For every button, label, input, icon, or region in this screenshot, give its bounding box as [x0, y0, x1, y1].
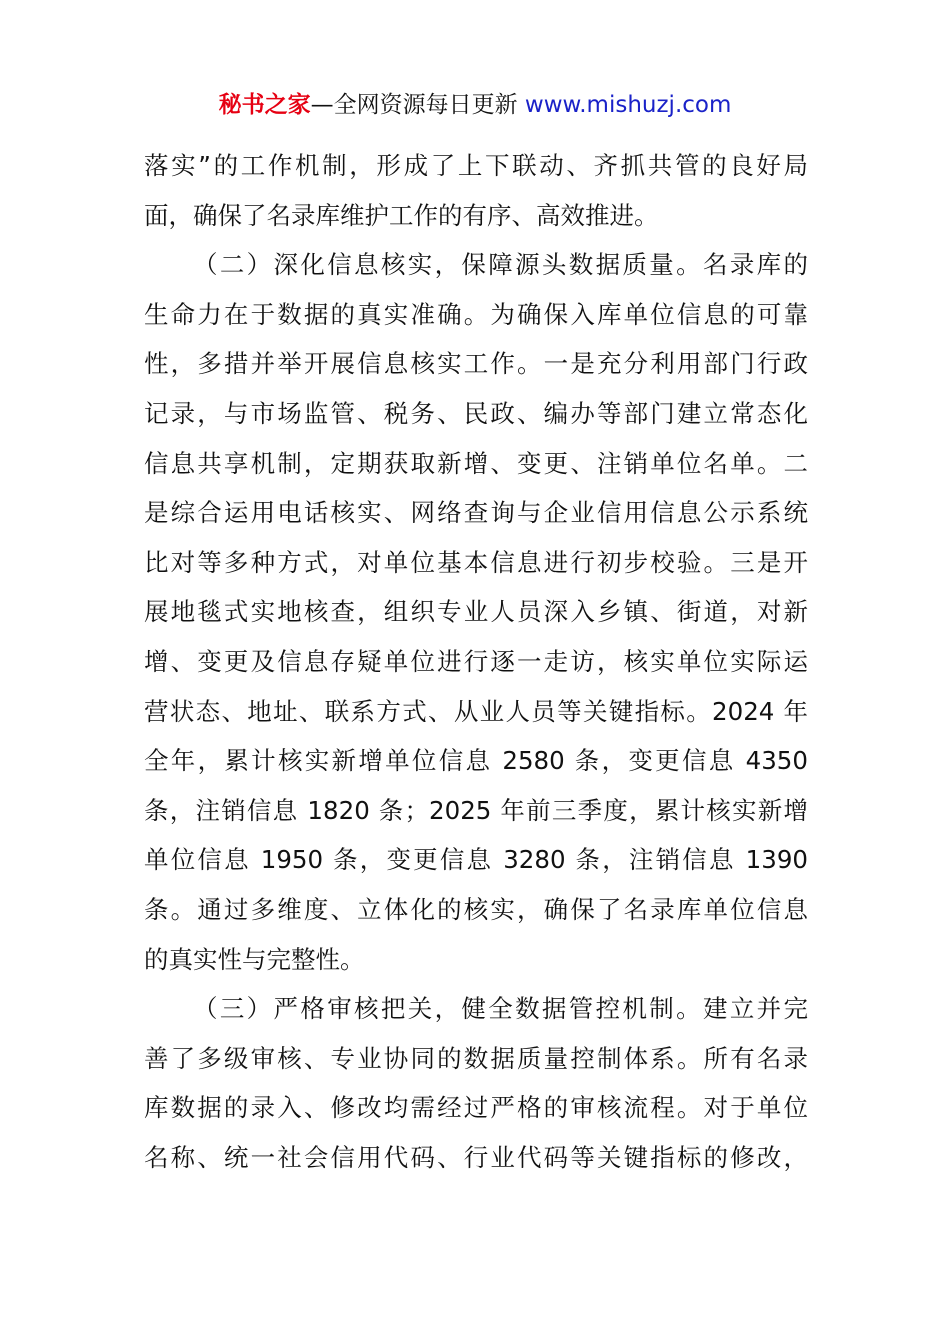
- paragraph-heading-line: （二）深化信息核实，保障源头数据质量。名录库的: [193, 250, 808, 280]
- text-line: 落实”的工作机制，形成了上下联动、齐抓共管的良好局: [144, 151, 808, 180]
- header-tagline: —全网资源每日更新: [310, 92, 525, 118]
- text-line: 名称、统一社会信用代码、行业代码等关键指标的修改，: [144, 1142, 808, 1172]
- text-line: 面，确保了名录库维护工作的有序、高效推进。: [144, 200, 659, 230]
- text-line: 营状态、地址、联系方式、从业人员等关键指标。2024 年: [144, 696, 808, 726]
- text-line: 性，多措并举开展信息核实工作。一是充分利用部门行政: [144, 349, 808, 379]
- text-line: 条，注销信息 1820 条；2025 年前三季度，累计核实新增: [144, 795, 808, 825]
- site-header: [0, 88, 950, 122]
- text-line: 是综合运用电话核实、网络查询与企业信用信息公示系统: [144, 498, 808, 528]
- text-line: 善了多级审核、专业协同的数据质量控制体系。所有名录: [144, 1043, 808, 1073]
- text-line: 的真实性与完整性。: [144, 944, 365, 974]
- text-line: 条。通过多维度、立体化的核实，确保了名录库单位信息: [144, 894, 808, 924]
- text-line: 信息共享机制，定期获取新增、变更、注销单位名单。二: [144, 448, 808, 478]
- brand-name: 秘书之家: [218, 92, 311, 118]
- paragraph-heading-line: （三）严格审核把关，健全数据管控机制。建立并完: [193, 994, 808, 1024]
- text-line: 展地毯式实地核查，组织专业人员深入乡镇、街道，对新: [144, 597, 808, 627]
- text-line: 比对等多种方式，对单位基本信息进行初步校验。三是开: [144, 547, 808, 577]
- site-url-link[interactable]: www.mishuzj.com: [524, 92, 732, 118]
- text-line: 单位信息 1950 条，变更信息 3280 条，注销信息 1390: [144, 845, 808, 875]
- text-line: 增、变更及信息存疑单位进行逐一走访，核实单位实际运: [144, 646, 808, 676]
- text-line: 库数据的录入、修改均需经过严格的审核流程。对于单位: [144, 1093, 808, 1123]
- text-line: 全年，累计核实新增单位信息 2580 条，变更信息 4350: [144, 746, 808, 776]
- text-line: 记录，与市场监管、税务、民政、编办等部门建立常态化: [144, 398, 808, 428]
- text-line: 生命力在于数据的真实准确。为确保入库单位信息的可靠: [144, 299, 808, 329]
- document-body: [144, 141, 808, 1182]
